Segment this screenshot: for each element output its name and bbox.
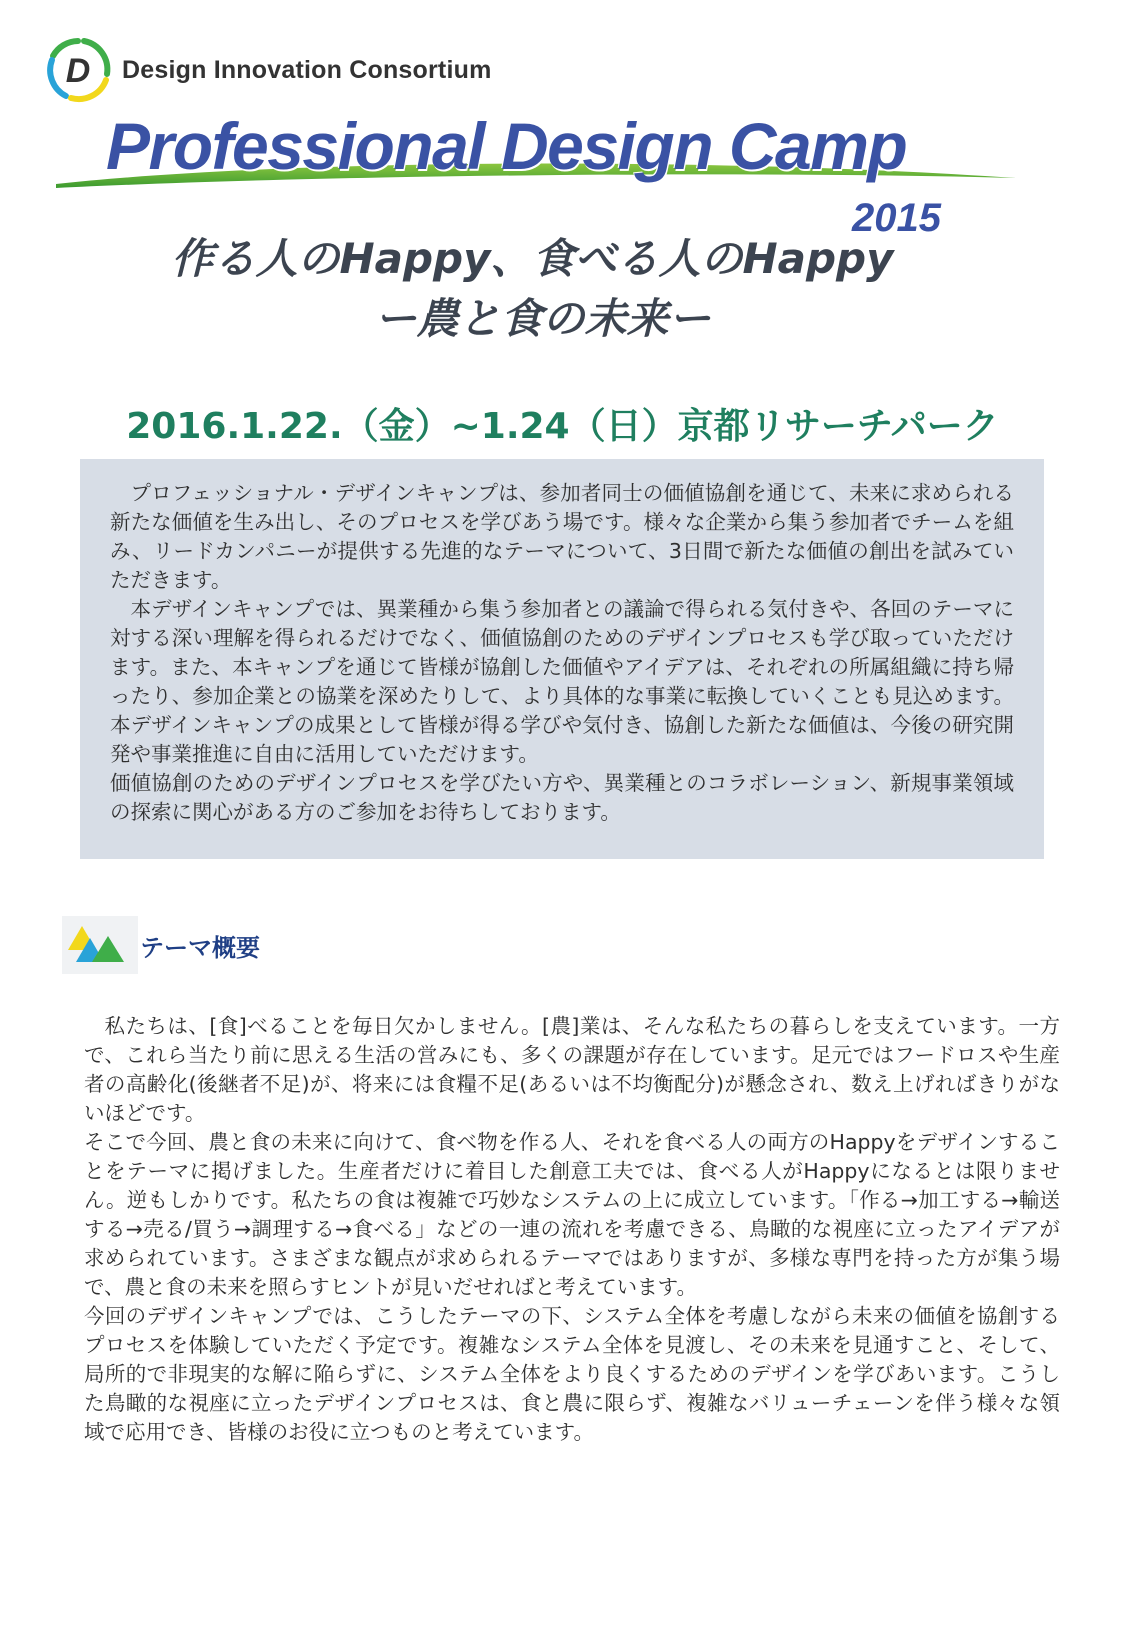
intro-paragraph-3: 価値協創のためのデザインプロセスを学びたい方や、異業種とのコラボレーション、新規事業領域の探索に関心がある方のご参加をお待ちしております。 [110,771,1014,824]
d-logo-icon [44,36,112,104]
theme-paragraph-3: 今回のデザインキャンプでは、こうしたテーマの下、システム全体を考慮しながら未来の価値を協創するプロセスを体験していただく予定です。複雑なシステム全体を見渡し、その未来を見通すこと、そして、局所的で非現実的な解に陥らずに、システム全体をより良くするためのデザインを学びあいます。こうした鳥瞰的な視座に立ったデザインプロセスは、食と農に限らず、複雑なバリューチェーンを伴う様々な領域で応用でき、皆様のお役に立つものと考えています。 [84,1304,1060,1444]
theme-paragraph-1: 私たちは、[食]べることを毎日欠かしません。[農]業は、そんな私たちの暮らしを支えています。一方で、これら当たり前に思える生活の営みにも、多くの課題が存在しています。足元ではフードロスや生産者の高齢化(後継者不足)が、将来には食糧不足(あるいは不均衡配分)が懸念され、数え上げればきりがないほどです。 [84,1014,1060,1125]
subtitle-line-1: 作る人のHappy、食べる人のHappy [171,234,894,283]
theme-section-heading [62,916,260,974]
camp-year: 2015 [852,196,941,240]
theme-body [84,1012,1060,1447]
subtitle-line-2: ー農と食の未来ー [374,294,711,343]
theme-paragraph-2: そこで今回、農と食の未来に向けて、食べ物を作る人、それを食べる人の両方のHappyをデザインすることをテーマに掲げました。生産者だけに着目した創意工夫では、食べる人がHappyになるとは限りません。逆もしかりです。私たちの食は複雑で巧妙なシステムの上に成立しています。「作る→加工する→輸送する→売る/買う→調理する→食べる」などの一連の流れを考慮できる、鳥瞰的な視座に立ったアイデアが求められています。さまざまな観点が求められるテーマではありますが、多様な専門を持った方が集う場で、農と食の未来を照らすヒントが見いだせればと考えています。 [84,1130,1060,1299]
intro-box [80,459,1044,859]
logo-text: Design Innovation Consortium [122,55,492,84]
mountain-icon [62,916,138,974]
consortium-logo [44,36,492,104]
intro-paragraph-2: 本デザインキャンプでは、異業種から集う参加者との議論で得られる気付きや、各回のテーマに対する深い理解を得られるだけでなく、価値協創のためのデザインプロセスも学び取っていただけます。また、本キャンプを通じて皆様が協創した価値やアイデアは、それぞれの所属組織に持ち帰ったり、参加企業との協業を深めたりして、より具体的な事業に転換していくことも見込めます。本デザインキャンプの成果として皆様が得る学びや気付き、協創した新たな価値は、今後の研究開発や事業推進に自由に活用していただけます。 [110,597,1014,766]
intro-paragraph-1: プロフェッショナル・デザインキャンプは、参加者同士の価値協創を通じて、未来に求められる新たな価値を生み出し、そのプロセスを学びあう場です。様々な企業から集う参加者でチームを組み、リードカンパニーが提供する先進的なテーマについて、3日間で新たな価値の創出を試みていただきます。 [110,481,1014,592]
date-and-venue: 2016.1.22.（金）~1.24（日）京都リサーチパーク [126,406,999,447]
camp-title: Professional Design Camp [106,109,907,183]
logo-letter: D [65,52,91,90]
theme-heading: テーマ概要 [140,933,260,962]
